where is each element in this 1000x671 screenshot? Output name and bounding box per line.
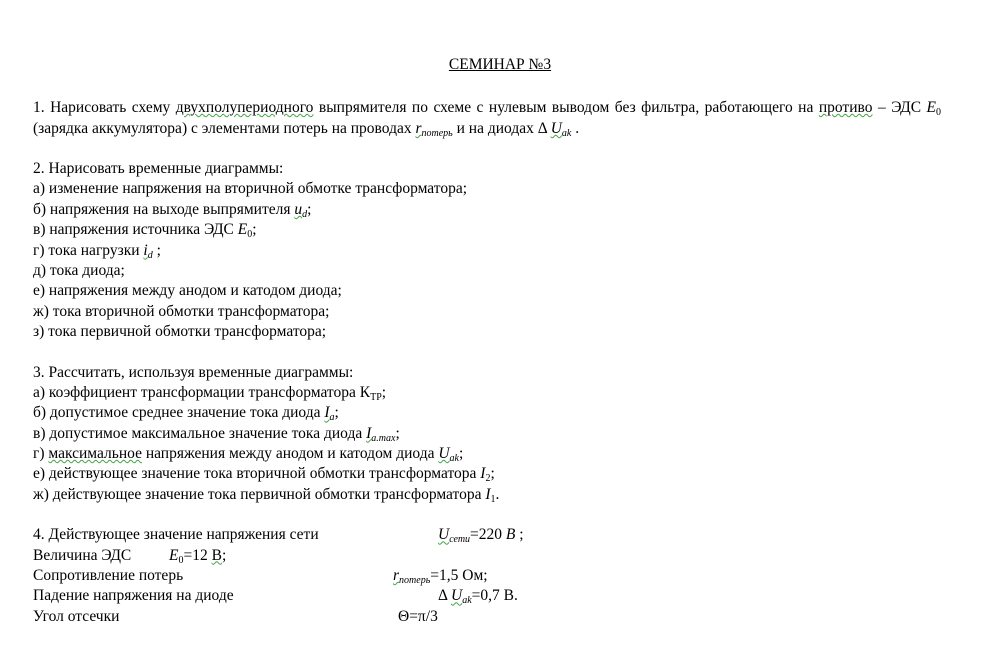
list-item: г) максимальное напряжения между анодом и катодом диода $U_{ak}$; (33, 445, 464, 465)
param-row: Падение напряжения на диоде Δ $U_{ak}=0,7$ В. (33, 587, 518, 607)
task-2 (33, 159, 941, 343)
list-item: ж) тока вторичной обмотки трансформатора; (33, 302, 330, 320)
list-item: в) напряжения источника ЭДС $E_0$; (33, 221, 257, 241)
list-item: б) напряжения на выходе выпрямителя $u_d$; (33, 200, 312, 220)
task-3-heading: 3. Рассчитать, используя временные диаграммы: (33, 363, 354, 381)
list-item: а) изменение напряжения на вторичной обмотке трансформатора; (33, 180, 468, 198)
param-row: 4. Действующее значение напряжения сети $U_{сети}=220$ В ; (33, 526, 524, 546)
list-item: в) допустимое максимальное значение тока диода $I_{a.max}$; (33, 424, 400, 444)
list-item: д) тока диода; (33, 261, 125, 279)
task-2-heading: 2. Нарисовать временные диаграммы: (33, 160, 284, 177)
list-item: б) допустимое среднее значение тока диода $I_a$; (33, 404, 339, 424)
page-title: СЕМИНАР №3 (448, 56, 552, 73)
param-row: Угол отсечки Θ=π/3 (33, 607, 438, 625)
list-item: е) действующее значение тока вторичной обмотки трансформатора $I_2$; (33, 465, 495, 485)
param-row: Сопротивление потерь $r_{потерь}=1,5$ Ом; (33, 567, 488, 587)
list-item: г) тока нагрузки $i_d$ ; (33, 241, 161, 261)
task-3 (33, 363, 941, 506)
list-item: з) тока первичной обмотки трансформатора; (33, 323, 327, 341)
document-body (33, 97, 941, 627)
list-item: а) коэффициент трансформации трансформатора $К_{ТР}$; (33, 383, 387, 403)
task-4 (33, 525, 941, 627)
task-1: 1. Нарисовать схему двухполупериодного выпрямителя по схеме с нулевым выводом без фильтра, работающего на противо – ЭДС $E_0$ (зарядка аккумулятора) с элементами потерь на проводах $r_{потерь}$ и на диодах Δ $U_{ak}$ . (33, 99, 941, 139)
param-row: Величина ЭДС $E_0=12$ В; (33, 546, 227, 566)
list-item: ж) действующее значение тока первичной обмотки трансформатора $I_1$. (33, 485, 500, 505)
list-item: е) напряжения между анодом и катодом диода; (33, 282, 342, 300)
